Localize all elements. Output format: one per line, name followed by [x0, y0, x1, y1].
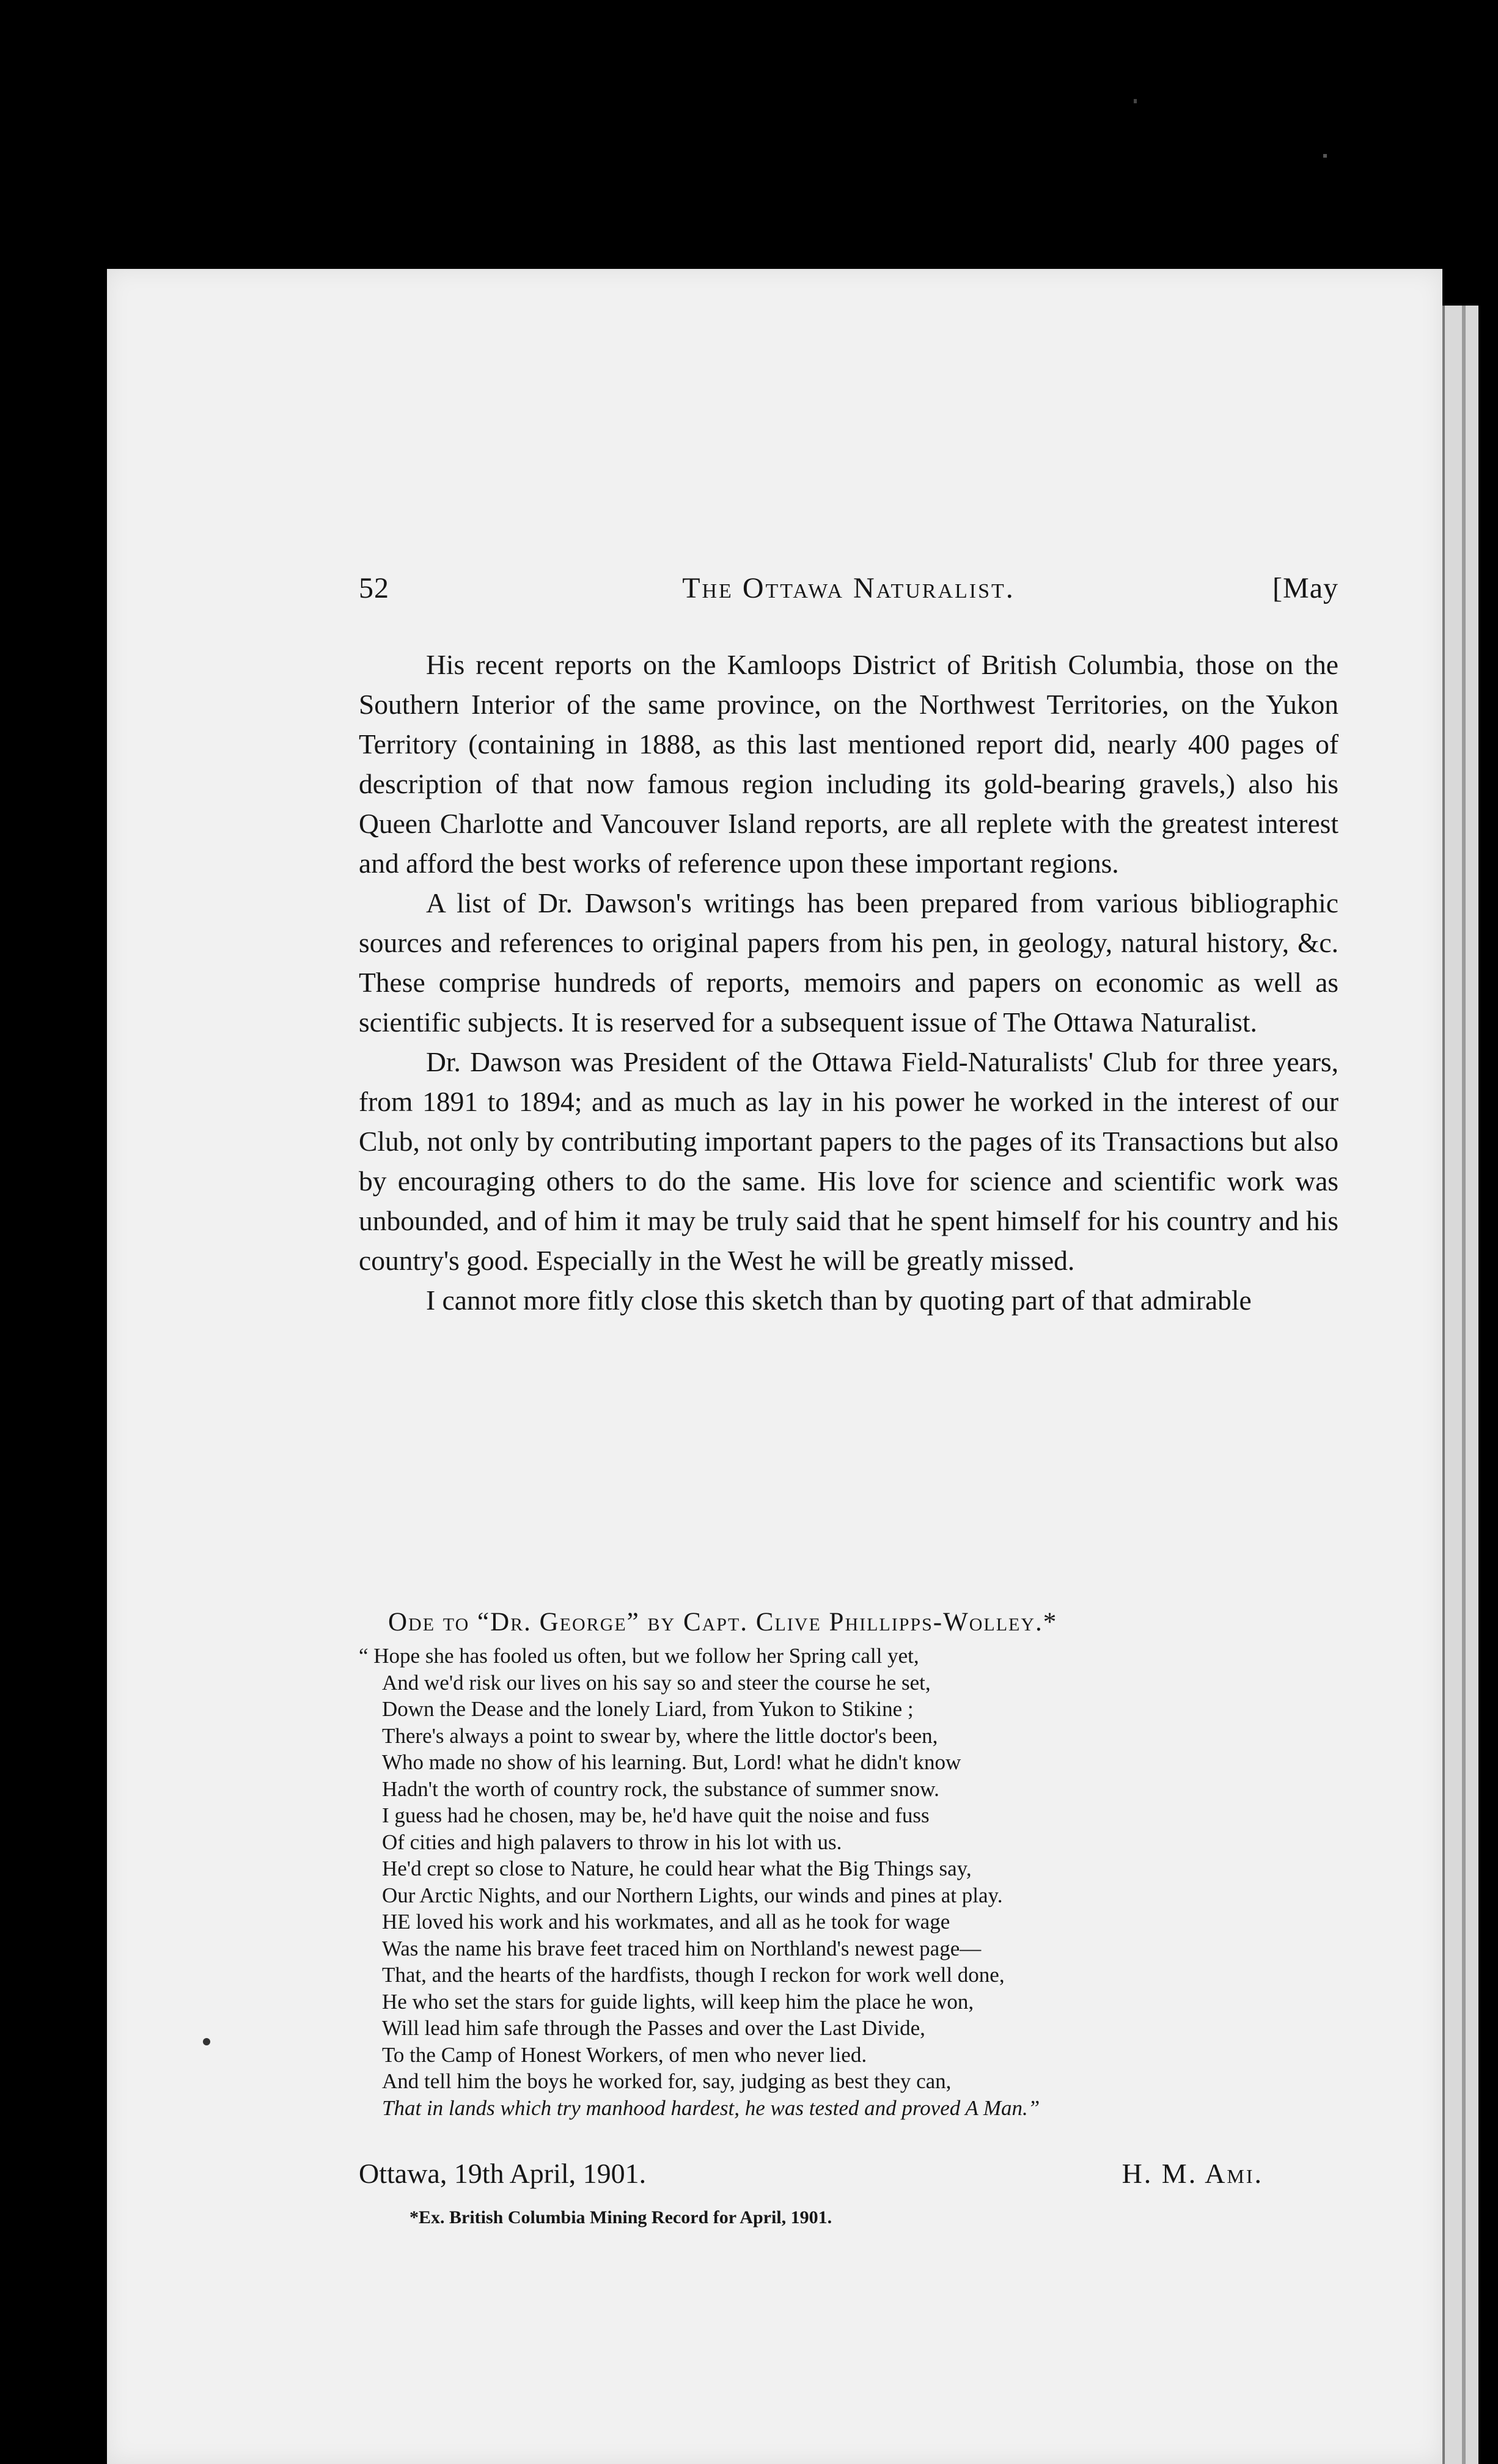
footnote: *Ex. British Columbia Mining Record for April, 1901.: [409, 2207, 832, 2228]
page-number: 52: [359, 572, 389, 604]
poem-last-line: That in lands which try manhood hardest, he was tested and proved A Man.”: [382, 2096, 1040, 2120]
issue-month: [May: [1272, 572, 1338, 604]
poem-line: I guess had he chosen, may be, he'd have quit the noise and fuss: [382, 1803, 930, 1827]
poem-line: He'd crept so close to Nature, he could hear what the Big Things say,: [382, 1857, 972, 1880]
poem-line: He who set the stars for guide lights, will keep him the place he won,: [382, 1989, 974, 2014]
poem-line: Who made no show of his learning. But, Lord! what he didn't know: [382, 1750, 961, 1774]
poem-line: Down the Dease and the lonely Liard, from Yukon to Stikine ;: [382, 1697, 914, 1721]
poem-line: And tell him the boys he worked for, say, judging as best they can,: [382, 2069, 952, 2093]
poem-line: “ Hope she has fooled us often, but we follow her Spring call yet,: [359, 1644, 919, 1668]
running-header: [359, 571, 1338, 620]
scan-speck: [1134, 99, 1137, 103]
paragraph: His recent reports on the Kamloops District of British Columbia, those on the Southern Interior of the same province, on the Northwest Territories, on the Yukon Territory (containing in 1888, as this last mentioned report did, nearly 400 pages of description of that now famous region including its gold-bearing gravels,) also his Queen Charlotte and Vancouver Island reports, are all replete with the greatest interest and afford the best works of reference upon these important regions.: [359, 649, 1338, 879]
page-edge-line: [1462, 306, 1466, 2464]
body-text: [359, 645, 1338, 1320]
poem-line: There's always a point to swear by, where the little doctor's been,: [382, 1723, 938, 1748]
poem: [359, 1643, 1349, 2121]
margin-mark: [203, 2038, 210, 2045]
ode-title: Ode to “Dr. George” by Capt. Clive Phillipps-Wolley.*: [388, 1608, 1058, 1637]
scan-speck: [1323, 154, 1327, 158]
poem-line: To the Camp of Honest Workers, of men who never lied.: [382, 2042, 867, 2067]
paragraph: A list of Dr. Dawson's writings has been prepared from various bibliographic sources and references to original papers from his pen, in geology, natural history, &c. These comprise hundreds of reports, memoirs and papers on economic as well as scientific subjects. It is reserved for a subsequent issue of The Ottawa Naturalist.: [359, 887, 1338, 1038]
poem-line: That, and the hearts of the hardfists, though I reckon for work well done,: [382, 1963, 1005, 1987]
adjacent-page-edge: [1442, 306, 1478, 2464]
poem-line: Our Arctic Nights, and our Northern Lights, our winds and pines at play.: [382, 1883, 1003, 1907]
poem-line: Hadn't the worth of country rock, the substance of summer snow.: [382, 1777, 939, 1801]
paragraph: Dr. Dawson was President of the Ottawa Field-Naturalists' Club for three years, from 1891 to 1894; and as much as lay in his power he worked in the interest of our Club, not only by contributing important papers to the pages of its Transactions but also by encouraging others to do the same. His love for science and scientific work was unbounded, and of him it may be truly said that he spent himself for his country and his country's good. Especially in the West he will be greatly missed.: [359, 1046, 1338, 1276]
author-name: H. M. Ami.: [1122, 2158, 1263, 2189]
paragraph: I cannot more fitly close this sketch than by quoting part of that admirable: [426, 1285, 1252, 1316]
place-date: Ottawa, 19th April, 1901.: [359, 2158, 647, 2189]
poem-line: Was the name his brave feet traced him on Northland's newest page—: [382, 1936, 982, 1960]
poem-line: Of cities and high palavers to throw in his lot with us.: [382, 1830, 842, 1854]
poem-line: Will lead him safe through the Passes and over the Last Divide,: [382, 2016, 925, 2040]
poem-line: And we'd risk our lives on his say so and steer the course he set,: [382, 1670, 931, 1695]
journal-title: The Ottawa Naturalist.: [682, 572, 1015, 604]
poem-line: HE loved his work and his workmates, and all as he took for wage: [382, 1910, 950, 1934]
